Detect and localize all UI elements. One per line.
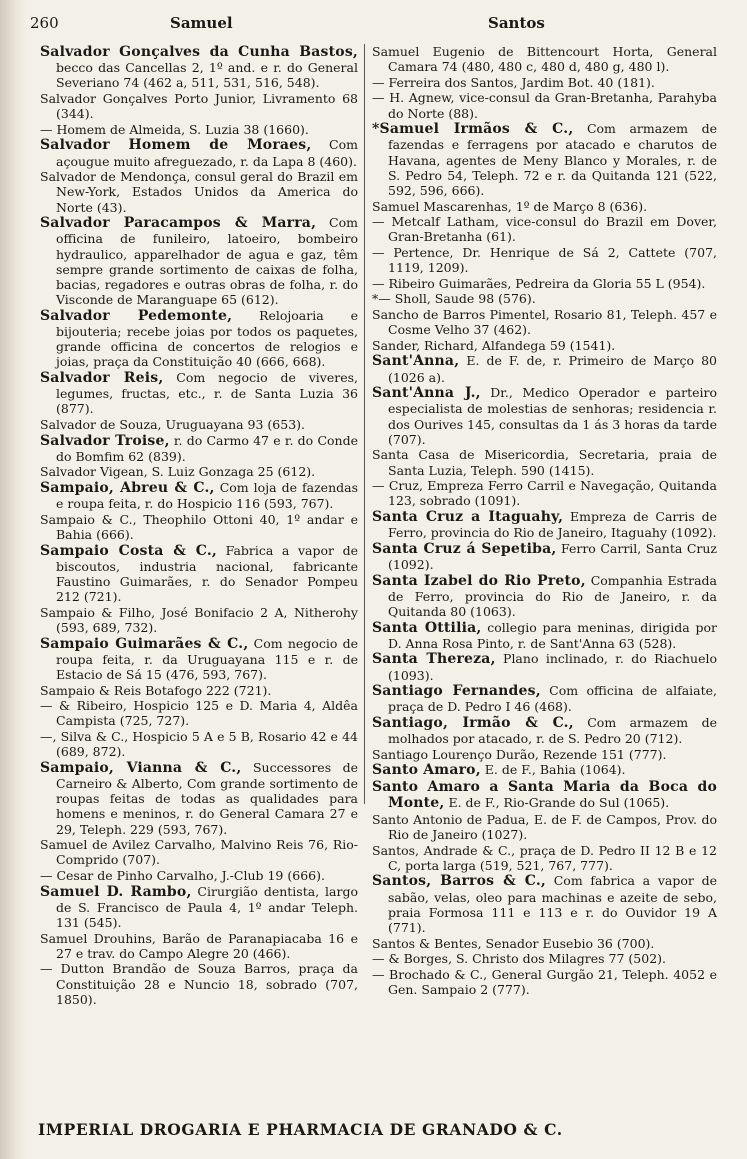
entry-text: Salvador Gonçalves Porto Junior, Livramento 68 (344). [40, 91, 358, 122]
entry-text: Samuel Eugenio de Bittencourt Horta, General Camara 74 (480, 480 c, 480 d, 480 g, 480 l). [372, 44, 717, 75]
directory-entry [40, 884, 358, 931]
entry-text: Sampaio & Filho, José Bonifacio 2 A, Nitherohy (593, 689, 732). [40, 604, 358, 635]
directory-entry [40, 931, 358, 961]
directory-entry [40, 760, 358, 837]
entry-text: collegio para meninas, dirigida por D. Anna Rosa Pinto, r. de Sant'Anna 63 (528). [388, 619, 717, 651]
entry-text: Com fabrica a vapor de sabão, velas, oleo para machinas e azeite de sebo, praia Formosa 111 e 113 e r. do Ouvidor 19 A (771). [388, 873, 718, 935]
entry-text: Santiago Lourenço Durão, Rezende 151 (777). [372, 746, 667, 762]
directory-entry [372, 541, 717, 572]
directory-entry [372, 651, 717, 682]
entry-text: — Dutton Brandão de Souza Barros, praça da Constituição 28 e Nuncio 18, sobrado (707, 1850). [40, 961, 358, 1007]
entry-text: Sampaio & Reis Botafogo 222 (721). [40, 682, 272, 698]
entry-text: Salvador Vigean, S. Luiz Gonzaga 25 (612). [40, 464, 316, 480]
directory-entry [372, 199, 717, 214]
column-divider [364, 44, 365, 804]
page-number: 260 [30, 14, 59, 32]
entry-text: Ferro Carril, Santa Cruz (1092). [388, 540, 717, 572]
directory-entry [40, 433, 358, 464]
directory-entry [372, 873, 717, 935]
directory-entry [372, 812, 717, 842]
entry-text: Com açougue muito afreguezado, r. da Lapa 8 (460). [56, 137, 358, 169]
entry-text: Cirurgião dentista, largo de S. Francisco de Paula 4, 1º andar Teleph. 131 (545). [56, 883, 358, 930]
entry-text: — Homem de Almeida, S. Luzia 38 (1660). [40, 121, 309, 137]
directory-entry [372, 779, 717, 811]
directory-entry [40, 543, 358, 605]
entry-text: Salvador de Mendonça, consul geral do Brazil em New-York, Estados Unidos da America do Norte (43). [40, 169, 358, 215]
directory-entry [372, 245, 717, 275]
entry-text: Com armazem de molhados por atacado, r. de S. Pedro 20 (712). [388, 714, 717, 747]
entry-text: Empreza de Carris de Ferro, provincia do Rio de Janeiro, Itaguahy (1092). [388, 508, 717, 541]
entry-name: Santiago, Irmão & C., [372, 714, 574, 731]
entry-name: Santa Ottilia, [372, 619, 482, 636]
directory-entry [40, 512, 358, 542]
directory-entry [372, 214, 717, 244]
entry-text: Com loja de fazendas e roupa feita, r. do Hospicio 116 (593, 767). [56, 479, 359, 512]
entry-name: Santos, Barros & C., [372, 873, 546, 890]
entry-text: — H. Agnew, vice-consul da Gran-Bretanha, Parahyba do Norte (88). [372, 90, 717, 121]
directory-entry [40, 464, 358, 479]
entry-text: r. do Carmo 47 e r. do Conde do Bomfim 62 (839). [56, 432, 358, 464]
entry-text: Companhia Estrada de Ferro, provincia do Rio de Janeiro, r. da Quitanda 80 (1063). [388, 572, 717, 619]
entry-name: Salvador Troise, [40, 432, 170, 449]
entry-text: Relojoaria e bijouteria; recebe joias por todos os paquetes, grande officina de concertos de relogios e joias, praça da Constituição 40 (666, 668). [56, 307, 358, 370]
directory-entry [40, 868, 358, 883]
footer-advertisement: IMPERIAL DROGARIA E PHARMACIA DE GRANADO & C. [38, 1120, 563, 1139]
entry-text: —, Silva & C., Hospicio 5 A e 5 B, Rosario 42 e 44 (689, 872). [40, 728, 358, 760]
directory-entry [40, 417, 358, 432]
entry-text: Samuel Mascarenhas, 1º de Março 8 (636). [372, 198, 648, 214]
directory-entry [372, 747, 717, 762]
entry-text: E. de F. de, r. Primeiro de Março 80 (1026 a). [388, 353, 717, 385]
entry-text: Com officina de alfaiate, praça de D. Pedro I 46 (468). [388, 683, 717, 715]
entry-text: E. de F., Bahia (1064). [480, 762, 626, 778]
entry-text: becco das Cancellas 2, 1º and. e r. do General Severiano 74 (462 a, 511, 531, 516, 548). [56, 60, 358, 91]
entry-name: Samuel D. Rambo, [40, 883, 192, 900]
entry-name: Santa Izabel do Rio Preto, [372, 572, 586, 589]
right-column [372, 44, 717, 998]
directory-entry [372, 291, 717, 306]
entry-text: — Ribeiro Guimarães, Pedreira da Gloria 55 L (954). [372, 275, 706, 291]
entry-text: Santa Casa de Misericordia, Secretaria, praia de Santa Luzia, Teleph. 590 (1415). [372, 447, 717, 478]
directory-entry [40, 308, 358, 370]
entry-name: Salvador Homem de Moraes, [40, 137, 312, 154]
entry-text: Com officina de funileiro, latoeiro, bombeiro hydraulico, apparelhador de agua e gaz, têm sempre grande sortimento de caixas de folha, bacias, regadores e outras obras de folha, r. do Visconde de Maranguape 65 (612). [56, 215, 358, 308]
entry-text: — Pertence, Dr. Henrique de Sá 2, Cattete (707, 1119, 1209). [372, 244, 717, 276]
entry-text: Salvador de Souza, Uruguayana 93 (653). [40, 417, 306, 432]
directory-entry [40, 636, 358, 683]
directory-entry [372, 715, 717, 746]
directory-entry [372, 276, 717, 291]
entry-text: Successores de Carneiro & Alberto, Com grande sortimento de roupas feitas de todas as qualidades para homens e meninos, r. do General Camara 27 e 29, Teleph. 229 (593, 767). [56, 759, 358, 837]
entry-text: Com negocio de roupa feita, r. da Uruguayana 115 e r. de Estacio de Sá 15 (476, 593, 767). [56, 635, 359, 682]
entry-name: Sampaio, Abreu & C., [40, 479, 215, 496]
entry-text: Sancho de Barros Pimentel, Rosario 81, Teleph. 457 e Cosme Velho 37 (462). [372, 306, 717, 338]
entry-name: Salvador Pedemonte, [40, 307, 233, 324]
left-column [40, 44, 358, 1007]
directory-entry [40, 91, 358, 121]
directory-entry [372, 762, 717, 778]
directory-entry [372, 447, 717, 477]
entry-name: Sampaio Costa & C., [40, 542, 218, 559]
entry-text: E. de F., Rio-Grande do Sul (1065). [444, 795, 670, 811]
directory-entry [372, 936, 717, 951]
directory-entry [372, 509, 717, 540]
entry-name: *Samuel Irmãos & C., [372, 121, 574, 138]
directory-entry [372, 307, 717, 337]
directory-entry [40, 137, 358, 168]
directory-entry [372, 121, 717, 198]
directory-entry [40, 605, 358, 635]
directory-entry [40, 122, 358, 137]
entry-text: Sander, Richard, Alfandega 59 (1541). [372, 337, 616, 353]
entry-name: Sampaio, Vianna & C., [40, 759, 242, 776]
directory-entry [372, 90, 717, 120]
directory-entry [372, 683, 717, 714]
directory-entry [372, 951, 717, 966]
entry-text: — Cruz, Empreza Ferro Carril e Navegação, Quitanda 123, sobrado (1091). [372, 478, 717, 509]
entry-name: Salvador Gonçalves da Cunha Bastos, [40, 44, 358, 60]
directory-entry [40, 169, 358, 215]
entry-name: Santo Amaro a Santa Maria da Boca do Monte, [372, 778, 717, 812]
directory-entry [40, 480, 358, 511]
entry-text: Dr., Medico Operador e parteiro especialista de molestias de senhoras; residencia r. dos Ourives 145, consultas da 1 ás 3 horas da tarde (707). [388, 385, 718, 447]
entry-name: Salvador Reis, [40, 370, 164, 386]
entry-name: Santo Amaro, [372, 762, 481, 779]
entry-text: Plano inclinado, r. do Riachuelo (1093). [388, 651, 717, 683]
entry-name: Santiago Fernandes, [372, 683, 541, 700]
entry-text: Fabrica a vapor de biscoutos, industria nacional, fabricante Faustino Guimarães, r. do Senador Pompeu 212 (721). [56, 542, 359, 605]
page-binding-edge [0, 0, 26, 1159]
entry-text: Samuel de Avilez Carvalho, Malvino Reis 76, Rio-Comprido (707). [40, 837, 358, 868]
entry-name: Sant'Anna, [372, 353, 460, 370]
entry-text: — & Borges, S. Christo dos Milagres 77 (502). [372, 951, 667, 967]
directory-entry [372, 573, 717, 620]
directory-entry [372, 338, 717, 353]
directory-entry [372, 44, 717, 74]
directory-entry [40, 44, 358, 91]
entry-text: — & Ribeiro, Hospicio 125 e D. Maria 4, Aldêa Campista (725, 727). [40, 698, 358, 729]
entry-name: Sant'Anna J., [372, 385, 481, 402]
directory-entry [40, 215, 358, 307]
entry-text: — Metcalf Latham, vice-consul do Brazil em Dover, Gran-Bretanha (61). [372, 214, 717, 245]
page-header [30, 14, 720, 38]
directory-entry [40, 370, 358, 417]
entry-text: Com armazem de fazendas e ferragens por atacado e charutos de Havana, agentes de Meny Blanco y Morales, r. de S. Pedro 54, Teleph. 72 e r. da Quitanda 121 (522, 592, 596, 666). [388, 121, 717, 198]
entry-text: Com negocio de viveres, legumes, fructas, etc., r. de Santa Luzia 36 (877). [56, 370, 359, 417]
header-right-title: Santos [488, 14, 545, 32]
directory-entry [372, 843, 717, 873]
directory-entry [372, 478, 717, 508]
entry-text: — Cesar de Pinho Carvalho, J.-Club 19 (666). [40, 867, 325, 883]
entry-text: Santo Antonio de Padua, E. de F. de Campos, Prov. do Rio de Janeiro (1027). [372, 811, 717, 842]
directory-entry [372, 620, 717, 651]
entry-text: Santos, Andrade & C., praça de D. Pedro II 12 B e 12 C, porta larga (519, 521, 767, 777). [372, 842, 717, 873]
directory-entry [372, 75, 717, 90]
directory-entry [40, 698, 358, 728]
directory-entry [372, 385, 717, 447]
entry-name: Santa Cruz a Itaguahy, [372, 508, 564, 525]
entry-text: Sampaio & C., Theophilo Ottoni 40, 1º andar e Bahia (666). [40, 511, 358, 542]
entry-name: Salvador Paracampos & Marra, [40, 215, 317, 232]
directory-entry [40, 683, 358, 698]
directory-entry [40, 729, 358, 759]
directory-entry [40, 961, 358, 1007]
entry-name: Santa Cruz á Sepetiba, [372, 540, 557, 557]
directory-entry [372, 967, 717, 997]
entry-text: Santos & Bentes, Senador Eusebio 36 (700). [372, 935, 655, 951]
header-left-title: Samuel [170, 14, 233, 32]
directory-entry [40, 837, 358, 867]
entry-name: Sampaio Guimarães & C., [40, 635, 249, 652]
entry-text: — Ferreira dos Santos, Jardim Bot. 40 (181). [372, 74, 655, 90]
entry-text: — Brochado & C., General Gurgão 21, Teleph. 4052 e Gen. Sampaio 2 (777). [372, 966, 717, 997]
entry-text: Samuel Drouhins, Barão de Paranapiacaba 16 e 27 e trav. do Campo Alegre 20 (466). [40, 930, 358, 961]
directory-entry [372, 353, 717, 384]
entry-name: Santa Thereza, [372, 651, 496, 668]
entry-text: *— Sholl, Saude 98 (576). [372, 291, 536, 307]
